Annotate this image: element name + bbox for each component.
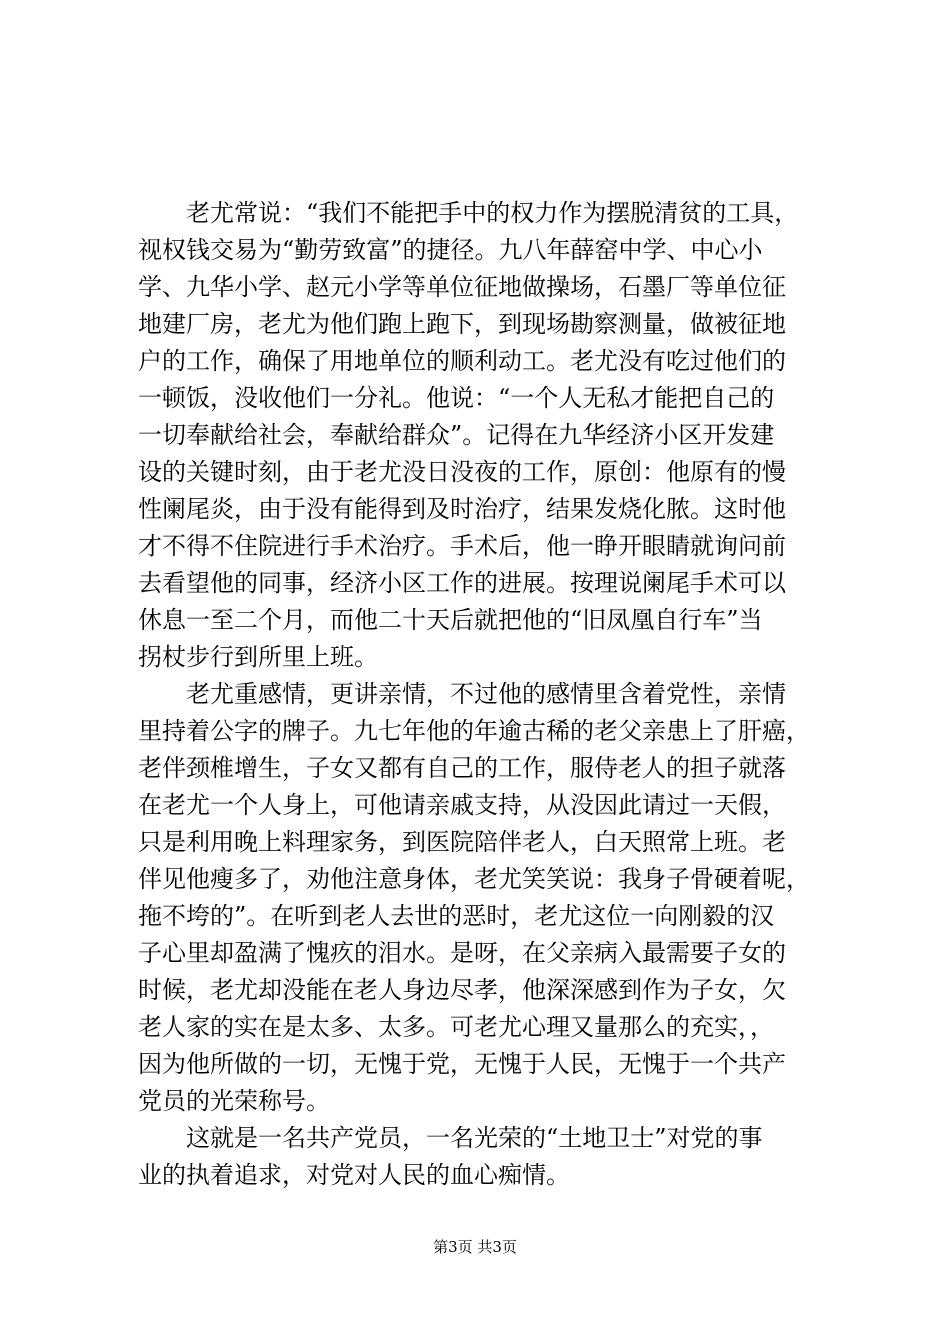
text-line: 这就是一名共产党员，一名光荣的“土地卫士”对党的事	[186, 1124, 763, 1152]
document-body	[138, 195, 818, 1194]
text-line: 拖不垮的”。在听到老人去世的恶时，老尤这位一向刚毅的汉	[138, 902, 775, 930]
paragraph-2	[138, 676, 818, 1120]
text-line: 才不得不住院进行手术治疗。手术后，他一睁开眼睛就询问前	[138, 532, 786, 560]
text-line: 户的工作，确保了用地单位的顺利动工。老尤没有吃过他们的	[138, 347, 786, 375]
text-line: 视权钱交易为“勤劳致富”的捷径。九八年薛窑中学、中心小	[138, 236, 763, 264]
text-line: 拐杖步行到所里上班。	[138, 643, 378, 671]
text-line: 业的执着追求，对党对人民的血心痴情。	[138, 1161, 570, 1189]
text-line: 党员的光荣称号。	[138, 1087, 330, 1115]
text-line: 老尤常说：“我们不能把手中的权力作为摆脱清贫的工具，	[186, 199, 799, 227]
text-line: 时候，老尤却没能在老人身边尽孝，他深深感到作为子女，欠	[138, 976, 786, 1004]
text-line: 只是利用晚上料理家务，到医院陪伴老人，白天照常上班。老	[138, 828, 786, 856]
text-line: 休息一至二个月，而他二十天后就把他的“旧凤凰自行车”当	[138, 606, 763, 634]
text-line: 性阑尾炎，由于没有能得到及时治疗，结果发烧化脓。这时他	[138, 495, 786, 523]
text-line: 在老尤一个人身上，可他请亲戚支持，从没因此请过一天假，	[138, 791, 786, 819]
text-line: 子心里却盈满了愧疚的泪水。是呀，在父亲病入最需要子女的	[138, 939, 786, 967]
page-footer: 第3页 共3页	[433, 1238, 517, 1256]
text-line: 学、九华小学、赵元小学等单位征地做操场，石墨厂等单位征	[138, 273, 786, 301]
text-line: 去看望他的同事，经济小区工作的进展。按理说阑尾手术可以	[138, 569, 786, 597]
text-line: 里持着公字的牌子。九七年他的年逾古稀的老父亲患上了肝癌，	[138, 717, 810, 745]
text-line: 地建厂房，老尤为他们跑上跑下，到现场勘察测量，做被征地	[138, 310, 786, 338]
text-line: 老尤重感情，更讲亲情，不过他的感情里含着党性，亲情	[186, 680, 786, 708]
text-line: 一顿饭，没收他们一分礼。他说：“一个人无私才能把自己的	[138, 384, 775, 412]
text-line: 老伴颈椎增生，子女又都有自己的工作，服侍老人的担子就落	[138, 754, 786, 782]
text-line: 伴见他瘦多了，劝他注意身体，老尤笑笑说：我身子骨硬着呢，	[138, 865, 810, 893]
text-line: 设的关键时刻，由于老尤没日没夜的工作，原创：他原有的慢	[138, 458, 786, 486]
text-line: 一切奉献给社会，奉献给群众”。记得在九华经济小区开发建	[138, 421, 775, 449]
paragraph-3	[138, 1120, 818, 1194]
text-line: 因为他所做的一切，无愧于党，无愧于人民，无愧于一个共产	[138, 1050, 786, 1078]
paragraph-1	[138, 195, 818, 676]
text-line: 老人家的实在是太多、太多。可老尤心理又量那么的充实，，	[138, 1013, 774, 1041]
